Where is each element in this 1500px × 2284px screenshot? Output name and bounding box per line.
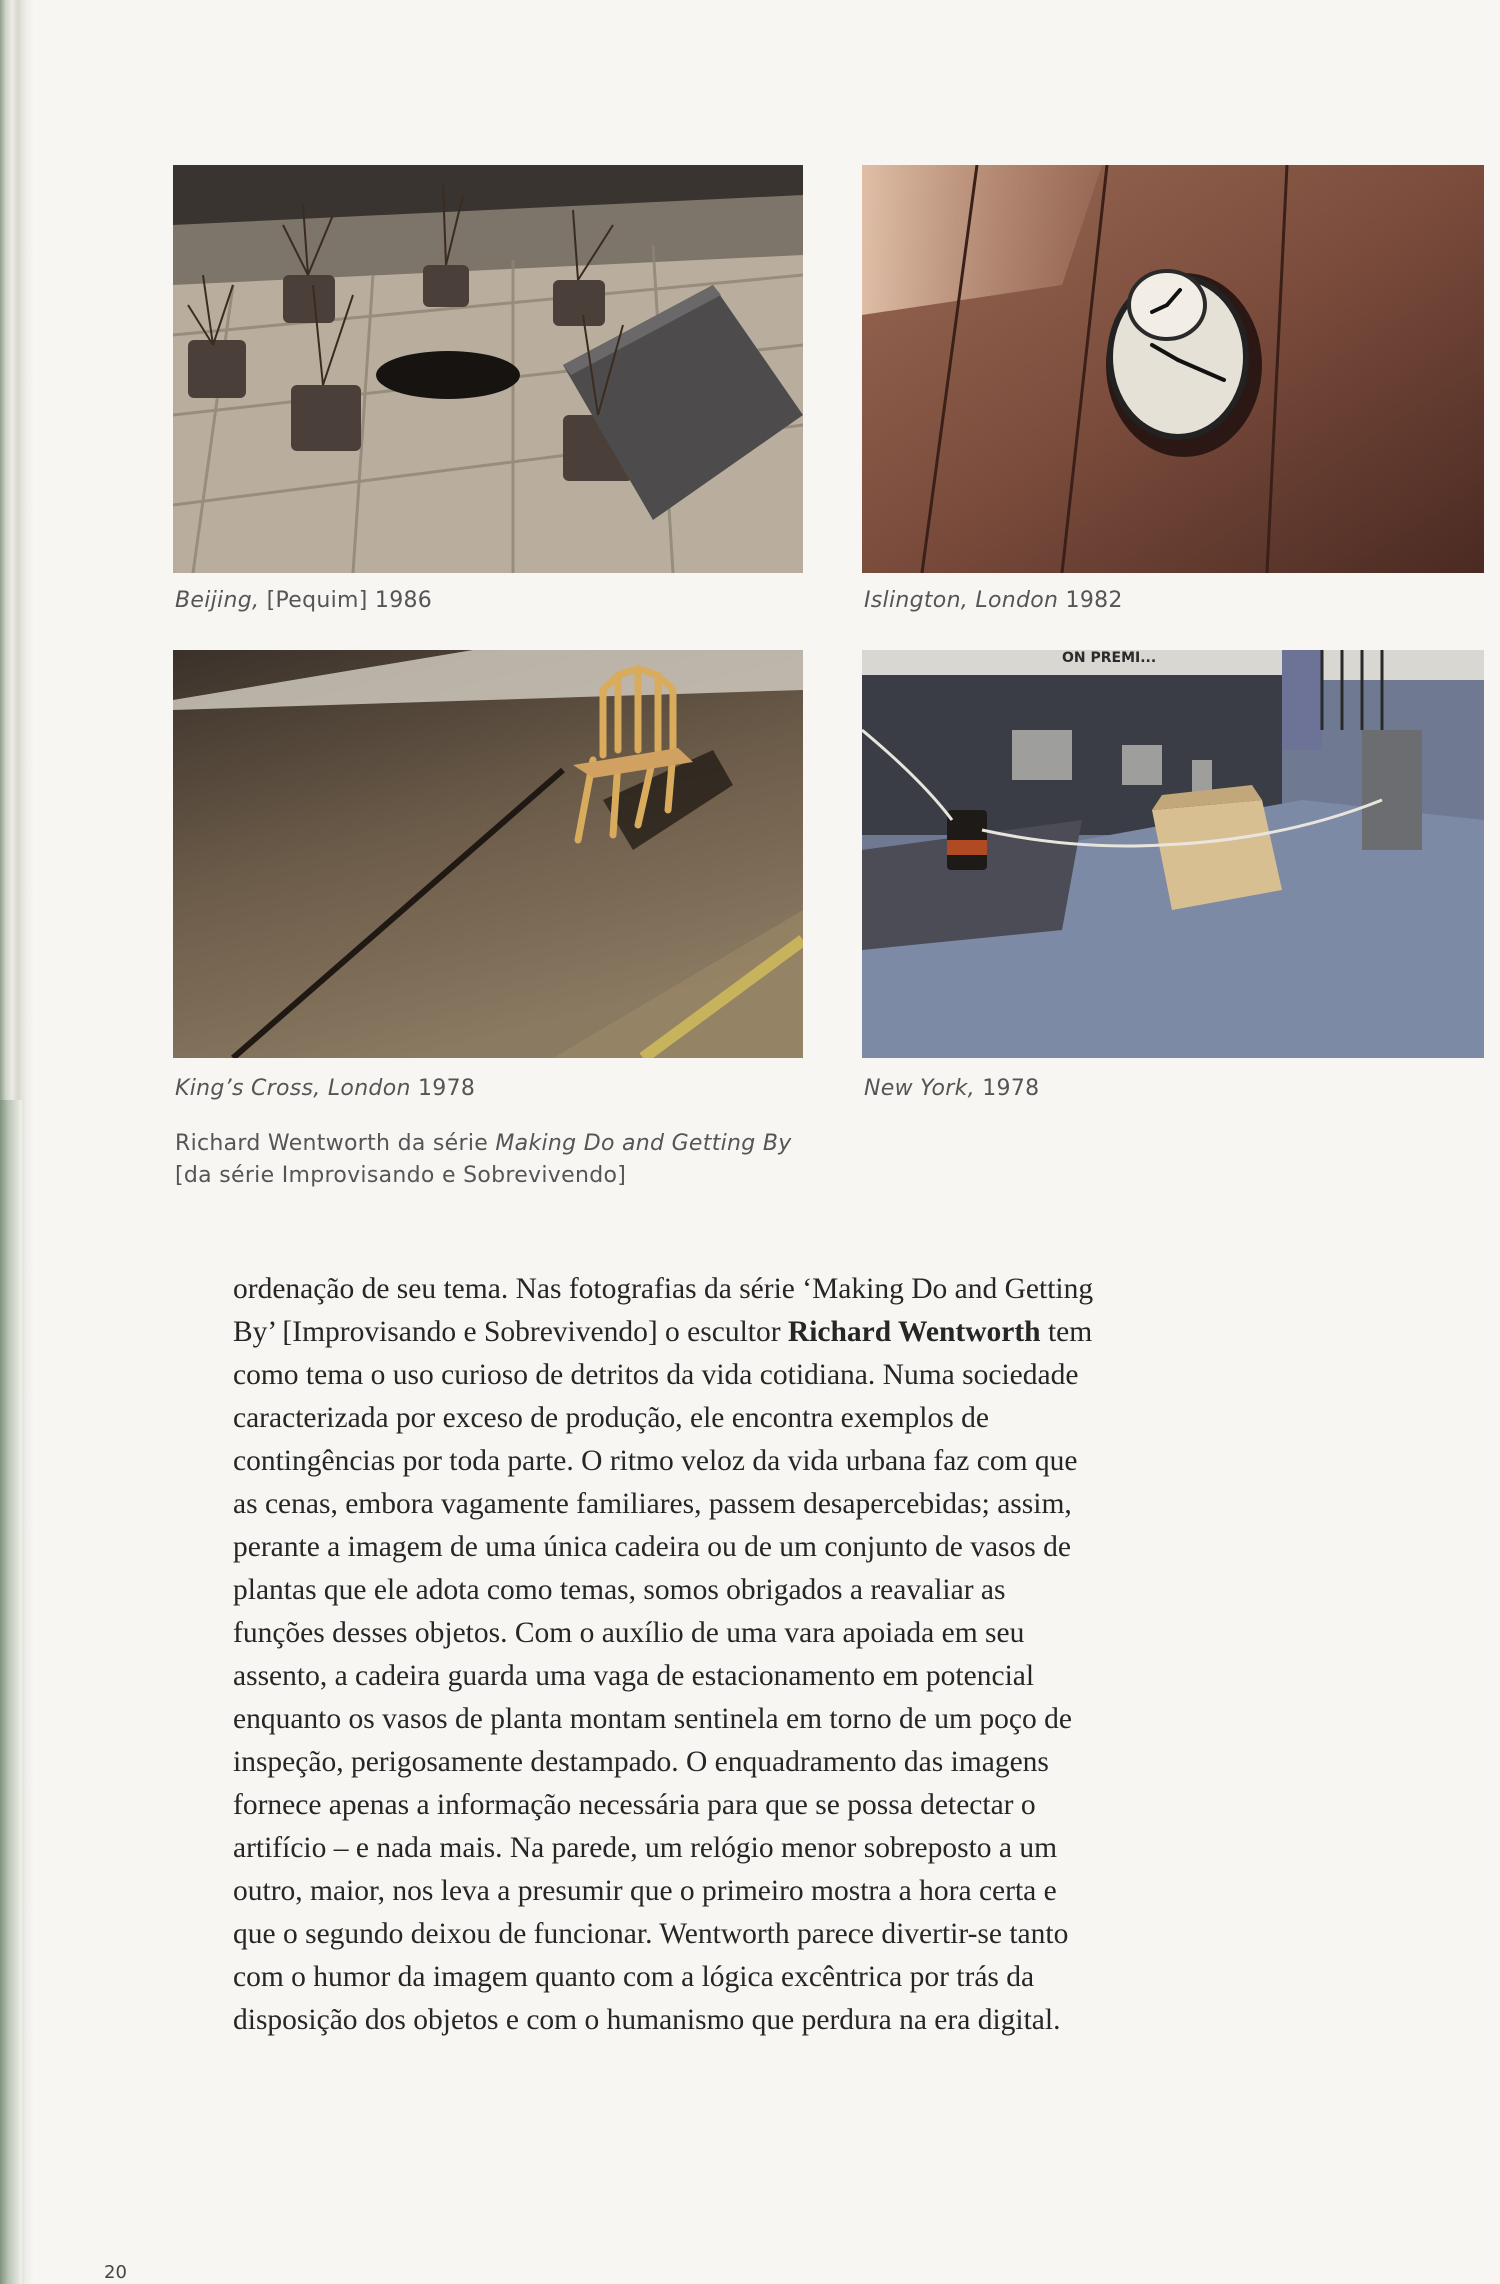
caption-kings-cross-year: 1978 xyxy=(418,1076,476,1101)
body-paragraph xyxy=(233,1268,1233,2042)
photo-kings-cross-chair xyxy=(173,650,803,1058)
artist-name: Richard Wentworth xyxy=(787,1316,1041,1348)
page-number: 20 xyxy=(104,2262,127,2283)
body-line-9: funções desses objetos. Com o auxílio de uma vara apoiada em seu xyxy=(233,1617,1025,1649)
caption-new-york-year: 1978 xyxy=(982,1076,1040,1101)
body-line-6: as cenas, embora vagamente familiares, passem desapercebidas; assim, xyxy=(233,1488,1072,1520)
body-line-12: inspeção, perigosamente destampado. O enquadramento das imagens xyxy=(233,1746,1049,1778)
body-line-14: artifício – e nada mais. Na parede, um relógio menor sobreposto a um xyxy=(233,1832,1058,1864)
caption-islington-year: 1982 xyxy=(1065,588,1123,613)
body-line-8: plantas que ele adota como temas, somos obrigados a reavaliar as xyxy=(233,1574,1006,1606)
caption-beijing-year: 1986 xyxy=(374,588,433,613)
photo-islington-clocks xyxy=(862,165,1484,573)
body-line-17: com o humor da imagem quanto com a lógica excêntrica por trás da xyxy=(233,1961,1035,1993)
caption-kings-cross xyxy=(175,1076,475,1101)
body-line-2 xyxy=(233,1311,1233,1354)
body-line-15: outro, maior, nos leva a presumir que o primeiro mostra a hora certa e xyxy=(233,1875,1057,1907)
caption-beijing-place: Beijing, xyxy=(175,588,260,613)
series-caption-line1 xyxy=(175,1128,792,1160)
body-line-13: fornece apenas a informação necessária para que se possa detectar o xyxy=(233,1789,1036,1821)
storefront-sign: ON PREMI... xyxy=(1062,650,1157,666)
body-line-7: perante a imagem de uma única cadeira ou de um conjunto de vasos de xyxy=(233,1531,1071,1563)
photo-beijing-flowerpots xyxy=(173,165,803,573)
body-line-5: contingências por toda parte. O ritmo veloz da vida urbana faz com que xyxy=(233,1445,1078,1477)
body-line-2-text: By’ [Improvisando e Sobrevivendo] o escultor xyxy=(233,1316,788,1348)
photo-new-york-box xyxy=(862,650,1484,1058)
body-line-18: disposição dos objetos e com o humanismo que perdura na era digital. xyxy=(233,2004,1061,2036)
caption-beijing xyxy=(175,588,432,613)
series-caption-title: Making Do and Getting By xyxy=(495,1131,792,1156)
caption-new-york-place: New York, xyxy=(864,1076,975,1101)
book-page-edge-lower xyxy=(0,1100,22,2284)
caption-new-york xyxy=(864,1076,1039,1101)
body-line-11: enquanto os vasos de planta montam sentinela em torno de um poço de xyxy=(233,1703,1072,1735)
body-line-1: ordenação de seu tema. Nas fotografias da série ‘Making Do and Getting xyxy=(233,1273,1094,1305)
body-line-16: que o segundo deixou de funcionar. Wentworth parece divertir-se tanto xyxy=(233,1918,1069,1950)
caption-islington-place: Islington, London xyxy=(864,588,1059,613)
series-caption-prefix: Richard Wentworth da série xyxy=(175,1131,496,1156)
body-line-2-suffix: tem xyxy=(1040,1316,1093,1348)
caption-beijing-place-extra: [Pequim] xyxy=(259,588,368,613)
series-caption-line2: [da série Improvisando e Sobrevivendo] xyxy=(175,1163,627,1188)
caption-islington xyxy=(864,588,1123,613)
body-line-4: caracterizada por exceso de produção, ele encontra exemplos de xyxy=(233,1402,989,1434)
body-line-3: como tema o uso curioso de detritos da vida cotidiana. Numa sociedade xyxy=(233,1359,1079,1391)
series-caption xyxy=(175,1128,792,1192)
caption-kings-cross-place: King’s Cross, London xyxy=(175,1076,411,1101)
body-line-10: assento, a cadeira guarda uma vaga de estacionamento em potencial xyxy=(233,1660,1035,1692)
